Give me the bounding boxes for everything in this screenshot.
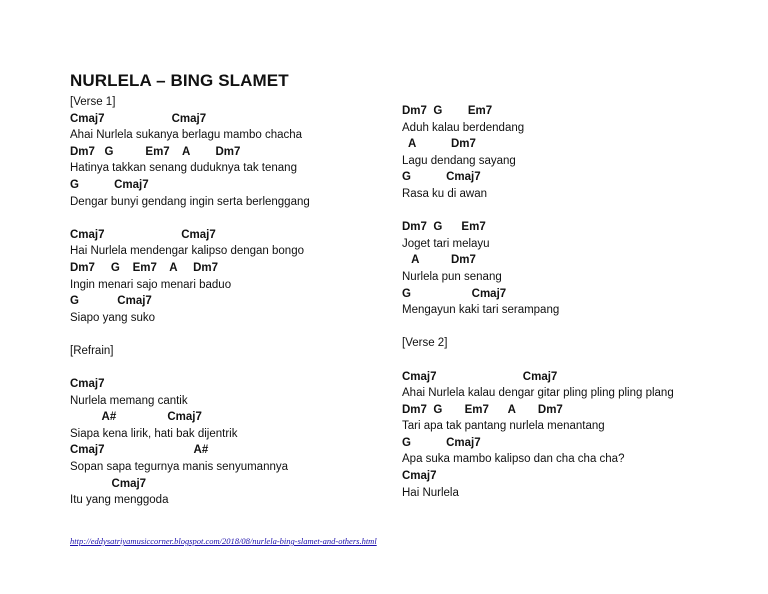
chord-line: G Cmaj7 — [70, 295, 152, 308]
lyric-line: Nurlela memang cantik — [70, 394, 188, 407]
lyric-line: Siapa kena lirik, hati bak dijentrik — [70, 427, 238, 440]
chord-line: Cmaj7 A# — [70, 444, 209, 457]
blank-line — [402, 203, 742, 220]
chord-line: Cmaj7 Cmaj7 — [70, 228, 216, 241]
lyric-line: Lagu dendang sayang — [402, 154, 516, 167]
chord-line: G Cmaj7 — [402, 171, 481, 184]
chord-line: G Cmaj7 — [402, 436, 481, 449]
lyric-line: Hai Nurlela — [402, 486, 459, 499]
chord-line: Cmaj7 — [70, 477, 147, 490]
lyric-line: Ahai Nurlela kalau dengar gitar pling pling pling plang — [402, 387, 674, 400]
lyric-line: Joget tari melayu — [402, 237, 490, 250]
lyric-line: Ahai Nurlela sukanya berlagu mambo chacha — [70, 129, 303, 142]
chord-line: Dm7 G Em7 A Dm7 — [70, 145, 241, 158]
lyric-line: [Verse 2] — [402, 337, 448, 350]
chord-line: G Cmaj7 — [402, 287, 507, 300]
lyric-line: Aduh kalau berdendang — [402, 121, 525, 134]
lyric-line: Hatinya takkan senang duduknya tak tenang — [70, 162, 297, 175]
lyric-line: Siapo yang suko — [70, 311, 156, 324]
chord-line: Dm7 G Em7 A Dm7 — [402, 403, 563, 416]
lyric-line: Sopan sapa tegurnya manis senyumannya — [70, 461, 289, 474]
lyric-line: Dengar bunyi gendang ingin serta berlenggang — [70, 195, 310, 208]
chord-line: Dm7 G Em7 — [402, 221, 486, 234]
lyric-line: Ingin menari sajo menari baduo — [70, 278, 232, 291]
blank-line — [70, 210, 410, 227]
chord-line: G Cmaj7 — [70, 178, 149, 191]
lyric-line: [Verse 1] — [70, 96, 116, 108]
left-column — [70, 94, 410, 509]
chord-line: Cmaj7 — [70, 378, 105, 391]
lyric-line: Hai Nurlela mendengar kalipso dengan bongo — [70, 245, 304, 258]
lyric-line: Itu yang menggoda — [70, 494, 169, 507]
blank-line — [70, 360, 410, 377]
chord-line: Cmaj7 Cmaj7 — [70, 112, 207, 125]
lyric-line: Nurlela pun senang — [402, 270, 502, 283]
chord-line: A Dm7 — [402, 138, 476, 151]
blank-line — [402, 352, 742, 369]
source-link[interactable]: http://eddysatriyamusiccorner.blogspot.com/2018/08/nurlela-bing-slamet-and-others.html — [70, 536, 377, 546]
right-column — [402, 103, 742, 501]
lyric-line: Tari apa tak pantang nurlela menantang — [402, 420, 605, 433]
chord-line: A Dm7 — [402, 254, 476, 267]
chord-line: Dm7 G Em7 — [402, 105, 493, 117]
chord-line: A# Cmaj7 — [70, 411, 202, 424]
blank-line — [402, 319, 742, 336]
lyric-line: Apa suka mambo kalipso dan cha cha cha? — [402, 453, 625, 466]
chord-line: Dm7 G Em7 A Dm7 — [70, 261, 219, 274]
lyric-line: Rasa ku di awan — [402, 187, 488, 200]
song-title: NURLELA – BING SLAMET — [70, 71, 289, 90]
chord-line: Cmaj7 Cmaj7 — [402, 370, 558, 383]
lyric-line: Mengayun kaki tari serampang — [402, 304, 560, 317]
blank-line — [70, 326, 410, 343]
chord-line: Cmaj7 — [402, 470, 437, 483]
lyric-line: [Refrain] — [70, 344, 114, 357]
